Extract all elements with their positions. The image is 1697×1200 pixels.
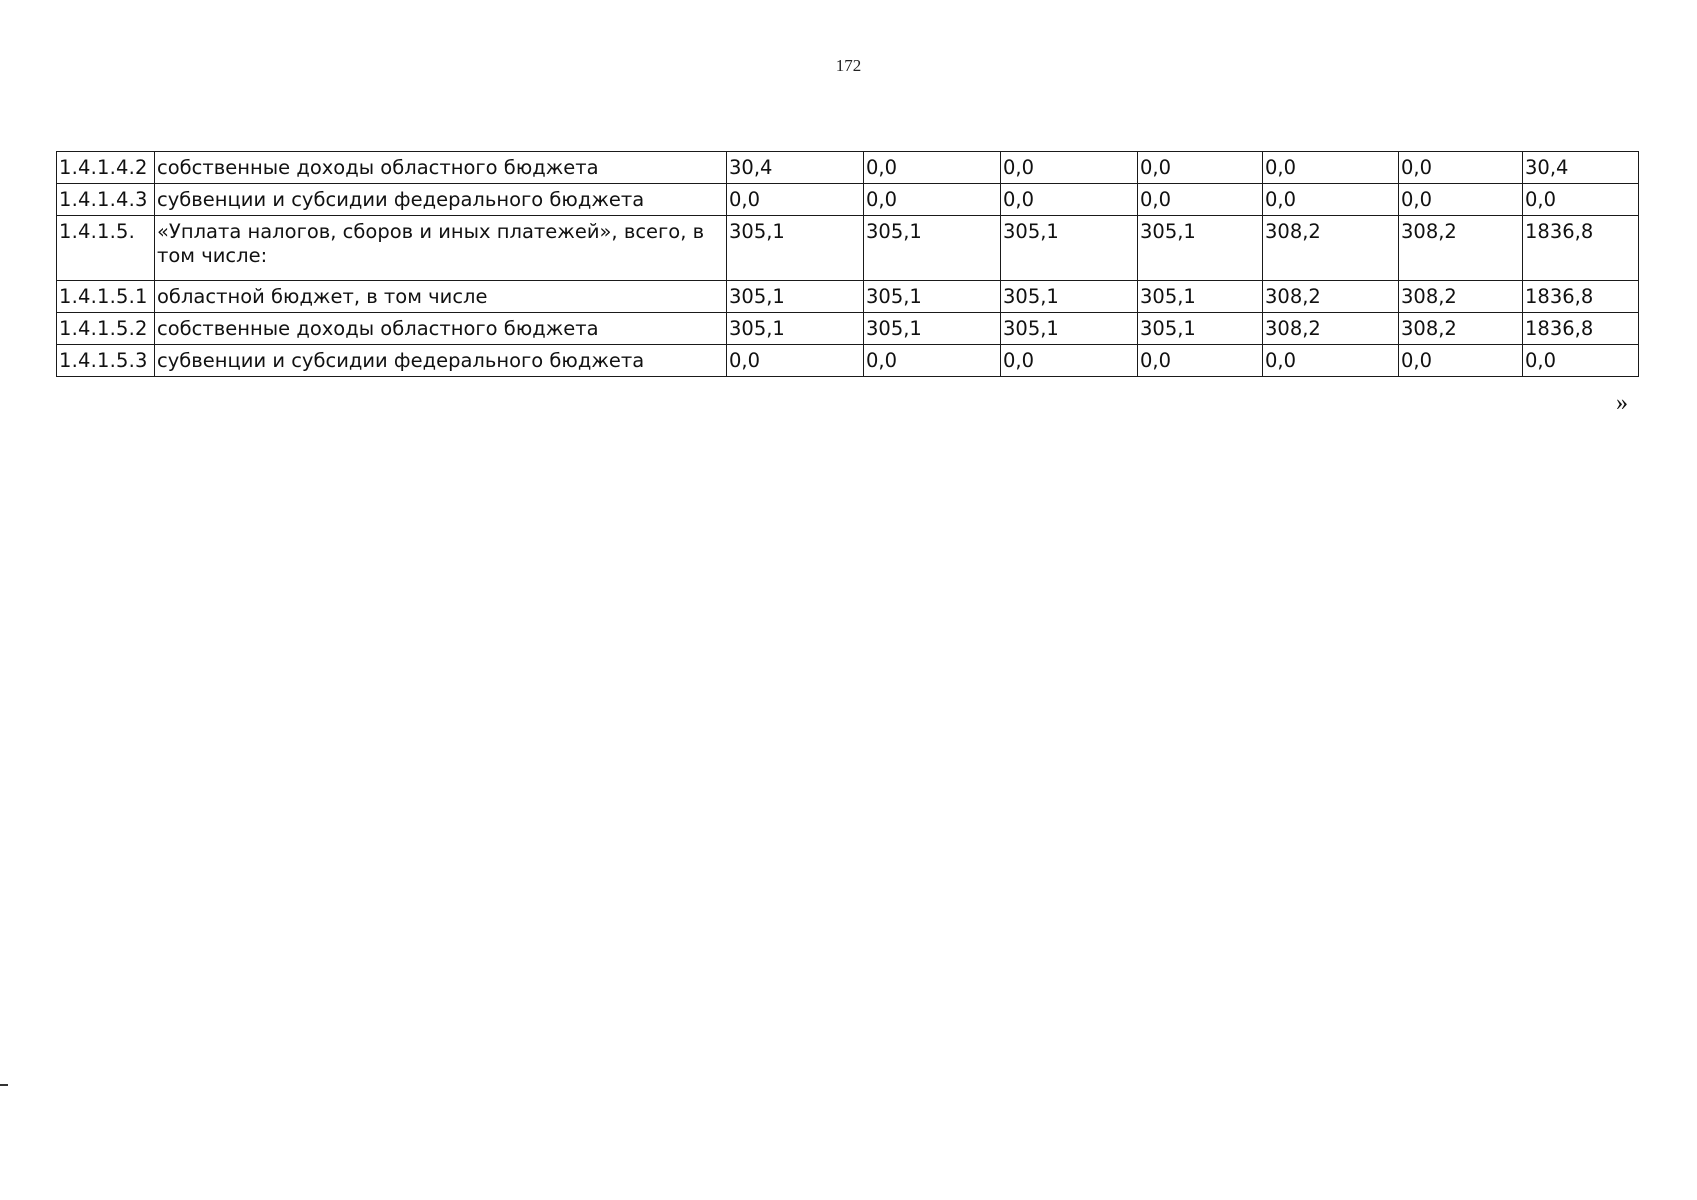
value-cell: 305,1 [727,216,864,281]
value-cell: 0,0 [1399,184,1523,216]
value-cell: 0,0 [1263,345,1399,377]
value-cell: 0,0 [1001,345,1138,377]
row-name: «Уплата налогов, сборов и иных платежей», всего, в том числе: [155,216,727,281]
row-name: субвенции и субсидии федерального бюджета [155,184,727,216]
table-row [57,281,1639,313]
total-cell: 1836,8 [1523,216,1639,281]
value-cell: 305,1 [864,216,1001,281]
budget-table [56,151,1639,377]
row-name: собственные доходы областного бюджета [155,313,727,345]
value-cell: 0,0 [864,184,1001,216]
value-cell: 308,2 [1399,216,1523,281]
value-cell: 305,1 [1001,281,1138,313]
value-cell: 0,0 [1138,184,1263,216]
row-name: областной бюджет, в том числе [155,281,727,313]
page-number: 172 [835,56,862,75]
total-cell: 0,0 [1523,345,1639,377]
value-cell: 305,1 [1001,216,1138,281]
value-cell: 305,1 [1138,313,1263,345]
value-cell: 0,0 [1263,184,1399,216]
value-cell: 0,0 [1138,345,1263,377]
value-cell: 0,0 [727,184,864,216]
value-cell: 308,2 [1399,281,1523,313]
value-cell: 305,1 [1001,313,1138,345]
row-code: 1.4.1.5.3 [57,345,155,377]
value-cell: 305,1 [1138,281,1263,313]
value-cell: 0,0 [1399,345,1523,377]
table-row [57,216,1639,281]
value-cell: 305,1 [864,281,1001,313]
scan-artifact-dash [0,1084,8,1086]
table-row [57,152,1639,184]
value-cell: 308,2 [1263,313,1399,345]
value-cell: 0,0 [864,152,1001,184]
value-cell: 305,1 [727,281,864,313]
value-cell: 0,0 [727,345,864,377]
value-cell: 308,2 [1263,281,1399,313]
row-name: субвенции и субсидии федерального бюджета [155,345,727,377]
value-cell: 30,4 [727,152,864,184]
row-name: собственные доходы областного бюджета [155,152,727,184]
total-cell: 0,0 [1523,184,1639,216]
value-cell: 0,0 [1001,152,1138,184]
value-cell: 305,1 [1138,216,1263,281]
total-cell: 30,4 [1523,152,1639,184]
table-row [57,345,1639,377]
value-cell: 305,1 [864,313,1001,345]
value-cell: 0,0 [1001,184,1138,216]
value-cell: 0,0 [1263,152,1399,184]
value-cell: 308,2 [1263,216,1399,281]
total-cell: 1836,8 [1523,281,1639,313]
row-code: 1.4.1.5.1 [57,281,155,313]
value-cell: 0,0 [1399,152,1523,184]
value-cell: 305,1 [727,313,864,345]
row-code: 1.4.1.4.3 [57,184,155,216]
row-code: 1.4.1.5. [57,216,155,281]
value-cell: 0,0 [1138,152,1263,184]
value-cell: 308,2 [1399,313,1523,345]
closing-quote: » [1616,390,1628,416]
row-code: 1.4.1.4.2 [57,152,155,184]
total-cell: 1836,8 [1523,313,1639,345]
row-code: 1.4.1.5.2 [57,313,155,345]
value-cell: 0,0 [864,345,1001,377]
table-row [57,313,1639,345]
table-row [57,184,1639,216]
